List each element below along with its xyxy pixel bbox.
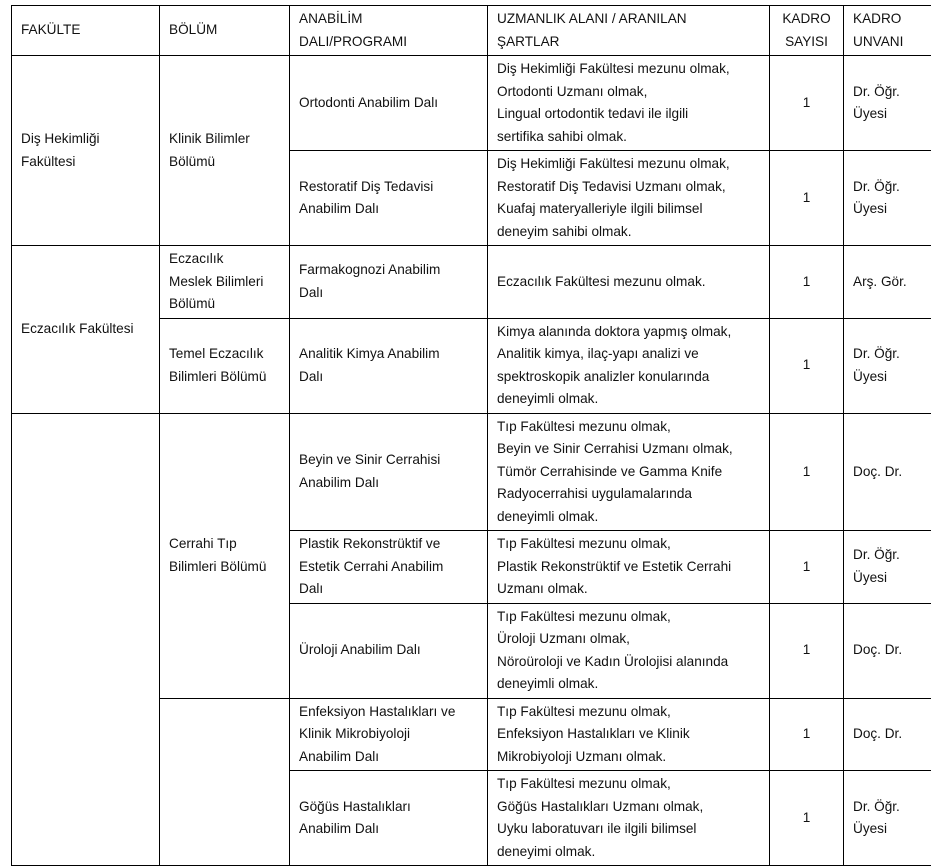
program-cell-line: Üroloji Anabilim Dalı (299, 639, 483, 662)
department-cell-line: Bilimleri Bölümü (169, 366, 285, 389)
header-kadro-sayisi: KADRO SAYISI (770, 6, 844, 56)
staff-position-table (11, 5, 931, 866)
requirements-cell-line: deneyimli olmak. (497, 673, 765, 696)
requirements-cell-line: Diş Hekimliği Fakültesi mezunu olmak, (497, 58, 765, 81)
requirements-cell-line: Nöroüroloji ve Kadın Ürolojisi alanında (497, 651, 765, 674)
program-cell-line: Analitik Kimya Anabilim (299, 343, 483, 366)
program-cell-line: Dalı (299, 366, 483, 389)
requirements-cell-line: Plastik Rekonstrüktif ve Estetik Cerrahi (497, 556, 765, 579)
kadro-title-cell-line: Doç. Dr. (853, 639, 931, 662)
requirements-cell-line: Tümör Cerrahisinde ve Gamma Knife (497, 461, 765, 484)
program-cell-line: Dalı (299, 578, 483, 601)
requirements-cell-line: Restoratif Diş Tedavisi Uzmanı olmak, (497, 176, 765, 199)
kadro-title-cell (844, 531, 931, 604)
kadro-title-cell (844, 771, 931, 866)
kadro-title-cell (844, 56, 931, 151)
faculty-cell (12, 413, 160, 866)
requirements-cell (488, 246, 770, 319)
kadro-title-cell-line: Üyesi (853, 567, 931, 590)
department-cell-line: Bölümü (169, 151, 285, 174)
kadro-title-cell-line: Üyesi (853, 366, 931, 389)
kadro-count-cell: 1 (770, 771, 844, 866)
kadro-title-cell (844, 698, 931, 771)
program-cell (290, 151, 488, 246)
requirements-cell-line: Ortodonti Uzmanı olmak, (497, 81, 765, 104)
requirements-cell-line: deneyimi olmak. (497, 841, 765, 864)
kadro-title-cell-line: Üyesi (853, 103, 931, 126)
kadro-count-cell: 1 (770, 413, 844, 531)
program-cell (290, 318, 488, 413)
program-cell-line: Dalı (299, 282, 483, 305)
kadro-title-cell-line: Dr. Öğr. (853, 81, 931, 104)
table-row (12, 413, 931, 531)
kadro-title-cell (844, 246, 931, 319)
requirements-cell-line: Tıp Fakültesi mezunu olmak, (497, 606, 765, 629)
requirements-cell-line: deneyim sahibi olmak. (497, 221, 765, 244)
department-cell-line: Bilimleri Bölümü (169, 556, 285, 579)
program-cell-line: Anabilim Dalı (299, 198, 483, 221)
kadro-title-cell-line: Dr. Öğr. (853, 176, 931, 199)
requirements-cell-line: Mikrobiyoloji Uzmanı olmak. (497, 746, 765, 769)
department-cell (160, 698, 290, 866)
faculty-cell (12, 246, 160, 414)
program-cell-line: Anabilim Dalı (299, 818, 483, 841)
kadro-count-cell: 1 (770, 698, 844, 771)
kadro-count-cell: 1 (770, 246, 844, 319)
department-cell (160, 318, 290, 413)
program-cell-line: Estetik Cerrahi Anabilim (299, 556, 483, 579)
requirements-cell-line: Üroloji Uzmanı olmak, (497, 628, 765, 651)
table-row (12, 56, 931, 151)
requirements-cell (488, 413, 770, 531)
kadro-title-cell-line: Doç. Dr. (853, 461, 931, 484)
program-cell (290, 603, 488, 698)
requirements-cell-line: Radyocerrahisi uygulamalarında (497, 483, 765, 506)
requirements-cell-line: deneyimli olmak. (497, 506, 765, 529)
requirements-cell-line: spektroskopik analizler konularında (497, 366, 765, 389)
program-cell-line: Anabilim Dalı (299, 472, 483, 495)
kadro-count-cell: 1 (770, 151, 844, 246)
header-row (12, 6, 931, 56)
requirements-cell-line: Analitik kimya, ilaç-yapı analizi ve (497, 343, 765, 366)
header-kadro-unvani: KADRO UNVANI (844, 6, 931, 56)
requirements-cell-line: Diş Hekimliği Fakültesi mezunu olmak, (497, 153, 765, 176)
requirements-cell-line: Tıp Fakültesi mezunu olmak, (497, 773, 765, 796)
program-cell-line: Göğüs Hastalıkları (299, 796, 483, 819)
program-cell-line: Plastik Rekonstrüktif ve (299, 533, 483, 556)
department-cell (160, 56, 290, 246)
faculty-cell (12, 56, 160, 246)
kadro-title-cell (844, 151, 931, 246)
requirements-cell-line: Tıp Fakültesi mezunu olmak, (497, 701, 765, 724)
requirements-cell-line: Kuafaj materyalleriyle ilgili bilimsel (497, 198, 765, 221)
header-fakulte: FAKÜLTE (12, 6, 160, 56)
requirements-cell-line: Göğüs Hastalıkları Uzmanı olmak, (497, 796, 765, 819)
header-anabilim: ANABİLİM DALI/PROGRAMI (290, 6, 488, 56)
kadro-title-cell-line: Doç. Dr. (853, 723, 931, 746)
kadro-count-cell: 1 (770, 56, 844, 151)
kadro-title-cell-line: Arş. Gör. (853, 271, 931, 294)
kadro-title-cell-line: Üyesi (853, 818, 931, 841)
requirements-cell-line: Kimya alanında doktora yapmış olmak, (497, 321, 765, 344)
requirements-cell (488, 603, 770, 698)
program-cell-line: Farmakognozi Anabilim (299, 259, 483, 282)
department-cell (160, 246, 290, 319)
department-cell-line: Meslek Bilimleri (169, 271, 285, 294)
requirements-cell-line: Eczacılık Fakültesi mezunu olmak. (497, 271, 765, 294)
program-cell (290, 771, 488, 866)
kadro-title-cell-line: Dr. Öğr. (853, 796, 931, 819)
program-cell (290, 246, 488, 319)
kadro-title-cell-line: Üyesi (853, 198, 931, 221)
requirements-cell-line: Enfeksiyon Hastalıkları ve Klinik (497, 723, 765, 746)
kadro-title-cell-line: Dr. Öğr. (853, 544, 931, 567)
department-cell-line: Bölümü (169, 293, 285, 316)
faculty-cell-line: Diş Hekimliği (21, 128, 155, 151)
kadro-count-cell: 1 (770, 603, 844, 698)
program-cell-line: Klinik Mikrobiyoloji (299, 723, 483, 746)
kadro-title-cell (844, 603, 931, 698)
requirements-cell-line: sertifika sahibi olmak. (497, 126, 765, 149)
program-cell-line: Beyin ve Sinir Cerrahisi (299, 449, 483, 472)
requirements-cell (488, 771, 770, 866)
kadro-count-cell: 1 (770, 531, 844, 604)
requirements-cell-line: Uzmanı olmak. (497, 578, 765, 601)
faculty-cell-line: Fakültesi (21, 151, 155, 174)
department-cell-line: Klinik Bilimler (169, 128, 285, 151)
header-bolum: BÖLÜM (160, 6, 290, 56)
header-uzmanlik: UZMANLIK ALANI / ARANILAN ŞARTLAR (488, 6, 770, 56)
requirements-cell-line: Lingual ortodontik tedavi ile ilgili (497, 103, 765, 126)
program-cell (290, 56, 488, 151)
department-cell (160, 413, 290, 698)
requirements-cell (488, 151, 770, 246)
program-cell (290, 531, 488, 604)
department-cell-line: Cerrahi Tıp (169, 533, 285, 556)
kadro-title-cell (844, 318, 931, 413)
program-cell-line: Restoratif Diş Tedavisi (299, 176, 483, 199)
table-row (12, 246, 931, 319)
kadro-title-cell-line: Dr. Öğr. (853, 343, 931, 366)
program-cell-line: Enfeksiyon Hastalıkları ve (299, 701, 483, 724)
department-cell-line: Temel Eczacılık (169, 343, 285, 366)
requirements-cell-line: Beyin ve Sinir Cerrahisi Uzmanı olmak, (497, 438, 765, 461)
requirements-cell (488, 318, 770, 413)
requirements-cell (488, 56, 770, 151)
kadro-title-cell (844, 413, 931, 531)
requirements-cell (488, 531, 770, 604)
kadro-count-cell: 1 (770, 318, 844, 413)
department-cell-line: Eczacılık (169, 248, 285, 271)
faculty-cell-line: Eczacılık Fakültesi (21, 318, 155, 341)
program-cell-line: Anabilim Dalı (299, 746, 483, 769)
requirements-cell-line: deneyimli olmak. (497, 388, 765, 411)
program-cell-line: Ortodonti Anabilim Dalı (299, 92, 483, 115)
requirements-cell-line: Uyku laboratuvarı ile ilgili bilimsel (497, 818, 765, 841)
requirements-cell-line: Tıp Fakültesi mezunu olmak, (497, 533, 765, 556)
program-cell (290, 698, 488, 771)
requirements-cell-line: Tıp Fakültesi mezunu olmak, (497, 416, 765, 439)
program-cell (290, 413, 488, 531)
requirements-cell (488, 698, 770, 771)
